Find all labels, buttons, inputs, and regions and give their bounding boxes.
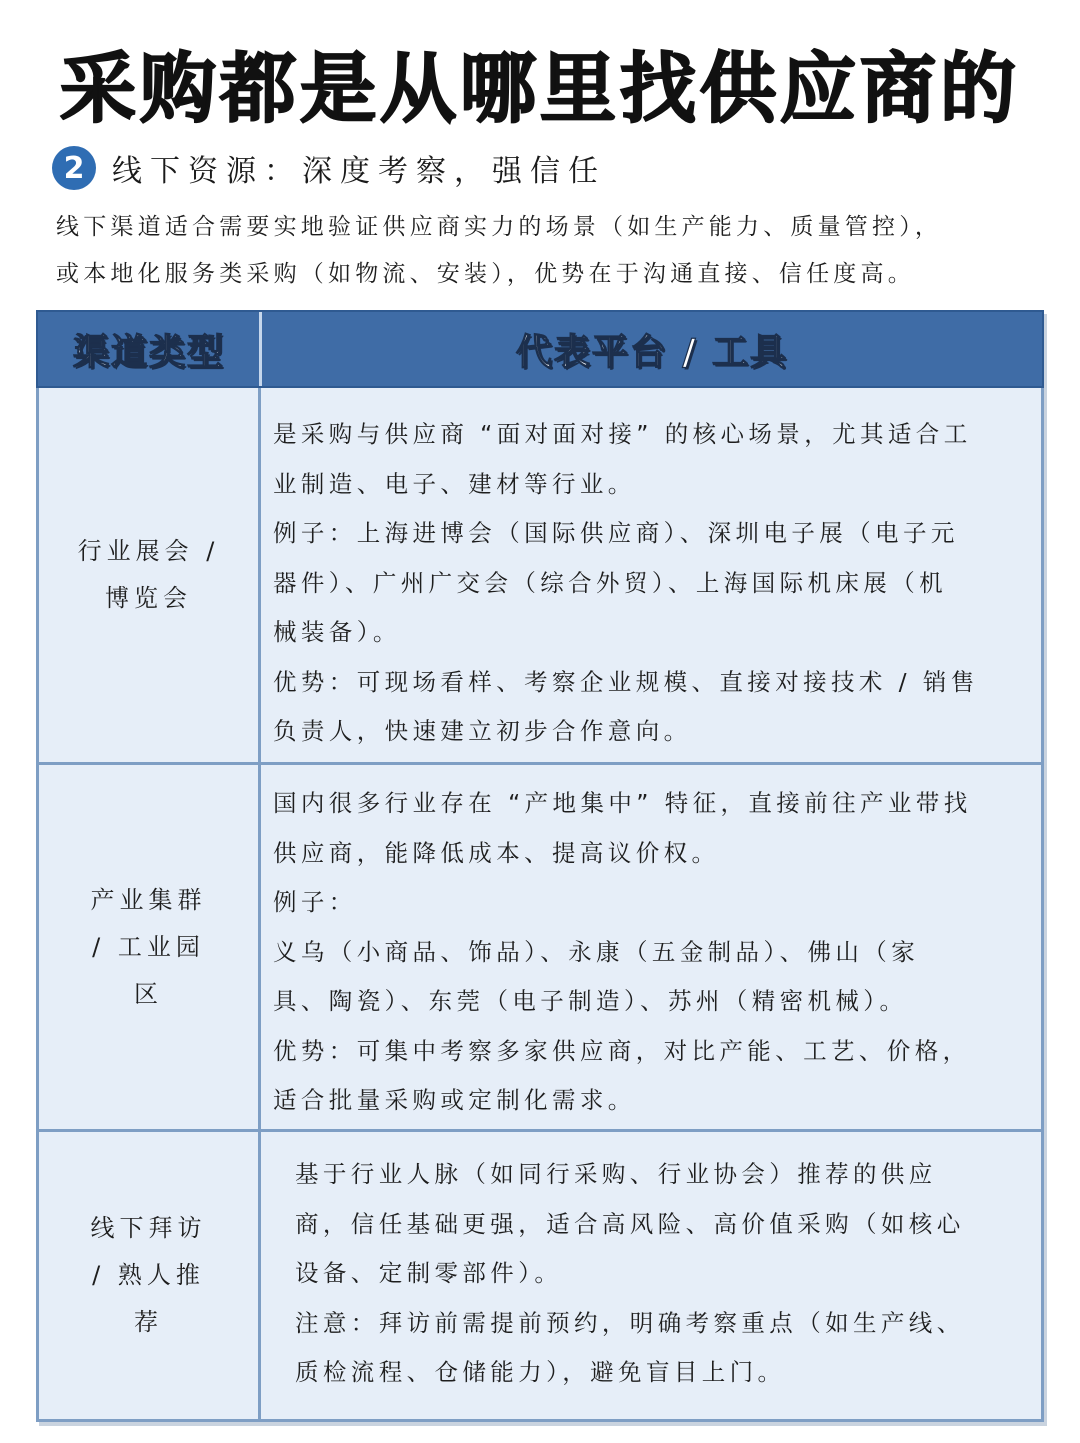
channel-type-line: 产业集群 [90, 885, 207, 914]
table-row [39, 1132, 1041, 1419]
header-platform-tools: 代表平台 / 工具 [515, 331, 789, 373]
platform-line: 注意：拜访前需提前预约，明确考察重点（如生产线、 [295, 1308, 965, 1337]
platform-cell [273, 410, 1043, 757]
platform-line: 适合批量采购或定制化需求。 [273, 1086, 636, 1114]
platform-line: 器件）、广州广交会（综合外贸）、上海国际机床展（机 [273, 568, 947, 597]
table-header [36, 310, 1044, 388]
channel-type-line: 荐 [134, 1308, 163, 1336]
platform-line: 供应商，能降低成本、提高议价权。 [273, 838, 720, 867]
channel-type-line: / 工业园 [92, 932, 205, 961]
channel-type-cell [39, 765, 258, 1129]
platform-line: 优势：可集中考察多家供应商，对比产能、工艺、价格， [273, 1036, 971, 1065]
channel-type-line: 博览会 [105, 584, 192, 612]
platform-line: 负责人，快速建立初步合作意向。 [273, 717, 692, 745]
platform-line: 设备、定制零部件）。 [295, 1259, 563, 1287]
header-channel-type: 渠道类型 [72, 331, 225, 373]
platform-line: 优势：可现场看样、考察企业规模、直接对接技术 / 销售 [273, 667, 979, 696]
channel-type-cell [39, 388, 258, 762]
table-row [39, 388, 1041, 762]
platform-line: 是采购与供应商 “面对面对接” 的核心场景，尤其适合工 [273, 420, 972, 448]
platform-line: 械装备）。 [273, 618, 401, 646]
channel-type-line: 行业展会 / [77, 537, 220, 565]
table-body [36, 388, 1044, 1422]
platform-cell [295, 1150, 1065, 1398]
channel-type-line: 线下拜访 [90, 1214, 207, 1242]
platform-line: 国内很多行业存在 “产地集中” 特征，直接前往产业带找 [273, 789, 972, 817]
intro-paragraph [56, 204, 1046, 298]
page-title: 采购都是从哪里找供应商的 [60, 44, 1020, 133]
intro-line: 线下渠道适合需要实地验证供应商实力的场景（如生产能力、质量管控）， [56, 214, 943, 240]
platform-line: 质检流程、仓储能力），避免盲目上门。 [295, 1358, 786, 1386]
platform-line: 例子： [273, 888, 357, 916]
section-number-badge: 2 [52, 146, 96, 190]
channel-type-cell [39, 1132, 258, 1419]
platform-line: 业制造、电子、建材等行业。 [273, 469, 636, 498]
channel-type-line: 区 [134, 979, 163, 1008]
platform-cell [273, 779, 1043, 1126]
platform-line: 例子：上海进博会（国际供应商）、深圳电子展（电子元 [273, 519, 959, 547]
platform-line: 基于行业人脉（如同行采购、行业协会）推荐的供应 [295, 1160, 937, 1188]
platform-line: 具、陶瓷）、东莞（电子制造）、苏州（精密机械）。 [273, 987, 908, 1015]
platform-line: 义乌（小商品、饰品）、永康（五金制品）、佛山（家 [273, 937, 920, 966]
platform-line: 商，信任基础更强，适合高风险、高价值采购（如核心 [295, 1209, 965, 1238]
section-heading [52, 144, 606, 192]
table-row [39, 765, 1041, 1129]
intro-line: 或本地化服务类采购（如物流、安装），优势在于沟通直接、信任度高。 [56, 261, 915, 287]
section-title: 线下资源：深度考察，强信任 [112, 154, 606, 189]
channel-table [36, 310, 1044, 1422]
channel-type-line: / 熟人推 [92, 1261, 205, 1289]
